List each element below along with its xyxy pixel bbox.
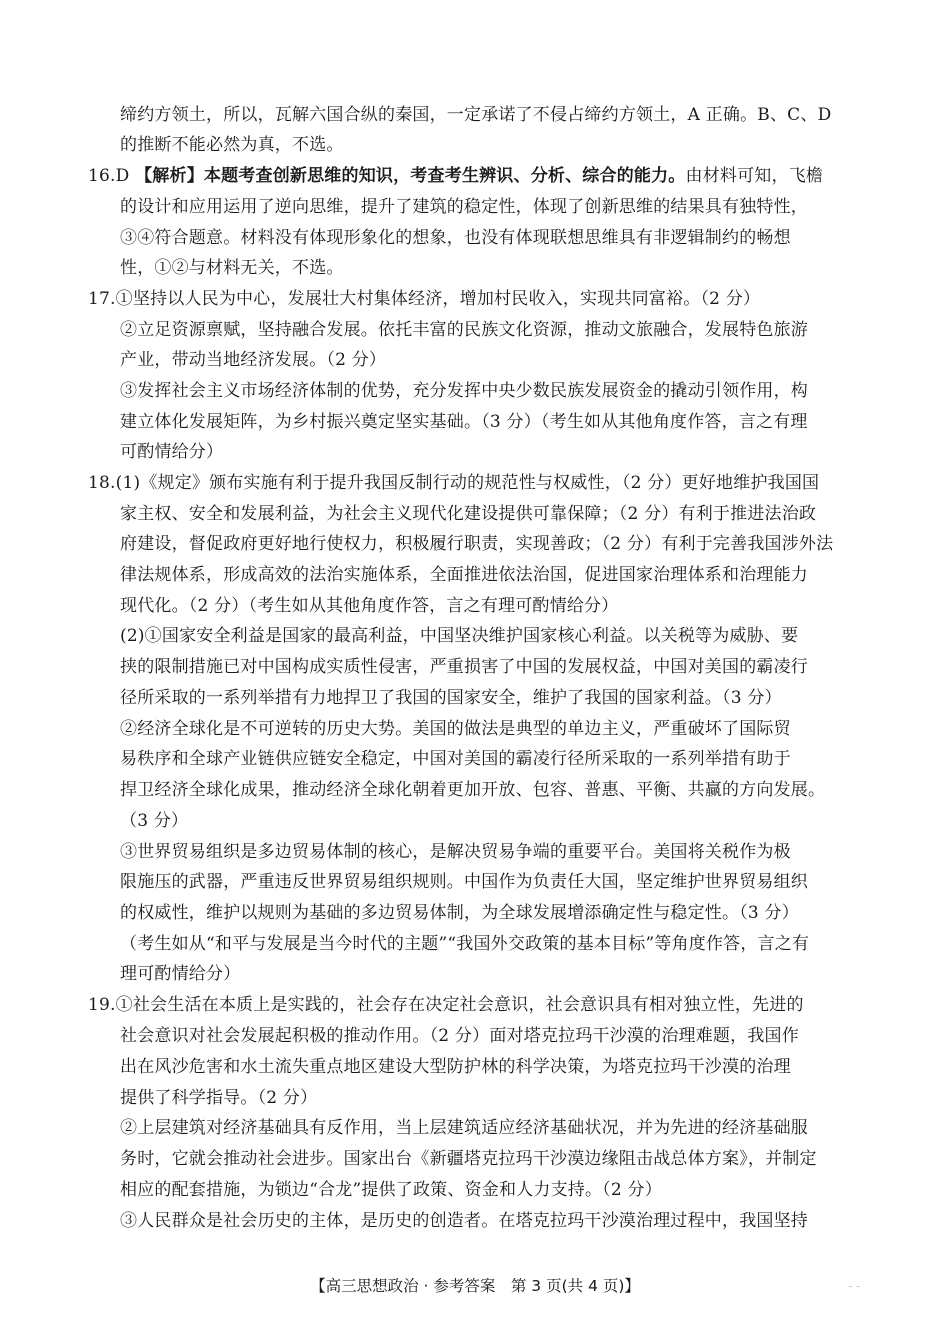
q18-line-10: 易秩序和全球产业链供应链安全稳定，中国对美国的霸凌行径所采取的一系列举措有助于 <box>120 749 791 769</box>
scan-mark-decoration: ⁻ ⁻ <box>848 1284 861 1294</box>
q18-line-13: ③世界贸易组织是多边贸易体制的核心，是解决贸易争端的重要平台。美国将关税作为极 <box>120 842 791 862</box>
q16-line-1 <box>88 165 823 187</box>
q19-line-7: 相应的配套措施，为锁边“合龙”提供了政策、资金和人力支持。（2 分） <box>120 1180 662 1200</box>
q16-line-3: ③④符合题意。材料没有体现形象化的想象，也没有体现联想思维具有非逻辑制约的畅想 <box>120 228 791 248</box>
page-footer: 【高三思想政治 · 参考答案 第 3 页(共 4 页)】 <box>310 1277 640 1295</box>
q18-line-6: (2)①国家安全利益是国家的最高利益，中国坚决维护国家核心利益。以关税等为威胁、要 <box>120 626 799 646</box>
q18-line-4: 律法规体系，形成高效的法治实施体系，全面推进依法治国，促进国家治理体系和治理能力 <box>120 565 808 585</box>
q17-line-6: 可酌情给分） <box>120 442 224 462</box>
intro-line-2: 的推断不能必然为真，不选。 <box>120 135 344 155</box>
q19-line-1 <box>88 994 804 1016</box>
q19-line-3: 出在风沙危害和水土流失重点地区建设大型防护林的科学决策，为塔克拉玛干沙漠的治理 <box>120 1057 791 1077</box>
question-number: 18. <box>88 473 116 493</box>
q18-part-1-start: (1)《规定》颁布实施有利于提升我国反制行动的规范性与权威性，（2 分）更好地维护我国国 <box>115 473 820 493</box>
q16-answer: D <box>115 166 130 186</box>
q18-line-3: 府建设，督促政府更好地行使权力，积极履行职责，实现善政；（2 分）有利于完善我国涉外法 <box>120 534 834 554</box>
q19-line-2: 社会意识对社会发展起积极的推动作用。（2 分）面对塔克拉玛干沙漠的治理难题，我国作 <box>120 1026 799 1046</box>
q19-line-5: ②上层建筑对经济基础具有反作用，当上层建筑适应经济基础状况，并为先进的经济基础服 <box>120 1118 808 1138</box>
q17-line-5: 建立体化发展矩阵，为乡村振兴奠定坚实基础。（3 分）（考生如从其他角度作答，言之有理 <box>120 412 808 432</box>
q18-line-15: 的权威性，维护以规则为基础的多边贸易体制，为全球发展增添确定性与稳定性。（3 分） <box>120 903 799 923</box>
q19-point-1-start: ①社会生活在本质上是实践的，社会存在决定社会意识，社会意识具有相对独立性，先进的 <box>115 995 804 1015</box>
q16-line-1-rest: 由材料可知，飞檐 <box>685 166 824 186</box>
q16-line-2: 的设计和应用运用了逆向思维，提升了建筑的稳定性，体现了创新思维的结果具有独特性， <box>120 197 808 217</box>
q18-line-16: （考生如从“和平与发展是当今时代的主题”“我国外交政策的基本目标”等角度作答，言之有 <box>120 934 810 954</box>
q18-line-5: 现代化。（2 分）（考生如从其他角度作答，言之有理可酌情给分） <box>120 596 619 616</box>
q18-line-12: （3 分） <box>120 811 189 831</box>
question-number: 16. <box>88 166 116 186</box>
q16-analysis-label: 【解析】本题考查创新思维的知识，考查考生辨识、分析、综合的能力。 <box>135 166 686 186</box>
q17-line-2: ②立足资源禀赋，坚持融合发展。依托丰富的民族文化资源，推动文旅融合，发展特色旅游 <box>120 320 808 340</box>
question-number: 19. <box>88 995 116 1015</box>
q18-line-11: 捍卫经济全球化成果，推动经济全球化朝着更加开放、包容、普惠、平衡、共赢的方向发展。 <box>120 780 826 800</box>
q18-line-1 <box>88 472 819 494</box>
q18-line-17: 理可酌情给分） <box>120 964 241 984</box>
intro-line-1: 缔约方领土，所以，瓦解六国合纵的秦国，一定承诺了不侵占缔约方领土，A 正确。B、C、D <box>120 105 832 125</box>
q17-line-1 <box>88 288 760 310</box>
q19-line-8: ③人民群众是社会历史的主体，是历史的创造者。在塔克拉玛干沙漠治理过程中，我国坚持 <box>120 1211 808 1231</box>
q19-line-4: 提供了科学指导。（2 分） <box>120 1088 318 1108</box>
q17-point-1: ①坚持以人民为中心，发展壮大村集体经济，增加村民收入，实现共同富裕。（2 分） <box>115 289 761 309</box>
q17-line-4: ③发挥社会主义市场经济体制的优势，充分发挥中央少数民族发展资金的撬动引领作用，构 <box>120 381 808 401</box>
question-number: 17. <box>88 289 116 309</box>
q18-line-9: ②经济全球化是不可逆转的历史大势。美国的做法是典型的单边主义，严重破坏了国际贸 <box>120 719 791 739</box>
q17-line-3: 产业，带动当地经济发展。（2 分） <box>120 350 387 370</box>
q18-line-14: 限施压的武器，严重违反世界贸易组织规则。中国作为负责任大国，坚定维护世界贸易组织 <box>120 872 808 892</box>
q18-line-2: 家主权、安全和发展利益，为社会主义现代化建设提供可靠保障；（2 分）有利于推进法治政 <box>120 504 817 524</box>
q16-line-4: 性，①②与材料无关，不选。 <box>120 258 344 278</box>
q18-line-7: 挟的限制措施已对中国构成实质性侵害，严重损害了中国的发展权益，中国对美国的霸凌行 <box>120 657 808 677</box>
q19-line-6: 务时，它就会推动社会进步。国家出台《新疆塔克拉玛干沙漠边缘阻击战总体方案》，并制定 <box>120 1149 817 1169</box>
q18-line-8: 径所采取的一系列举措有力地捍卫了我国的国家安全，维护了我国的国家利益。（3 分） <box>120 688 782 708</box>
